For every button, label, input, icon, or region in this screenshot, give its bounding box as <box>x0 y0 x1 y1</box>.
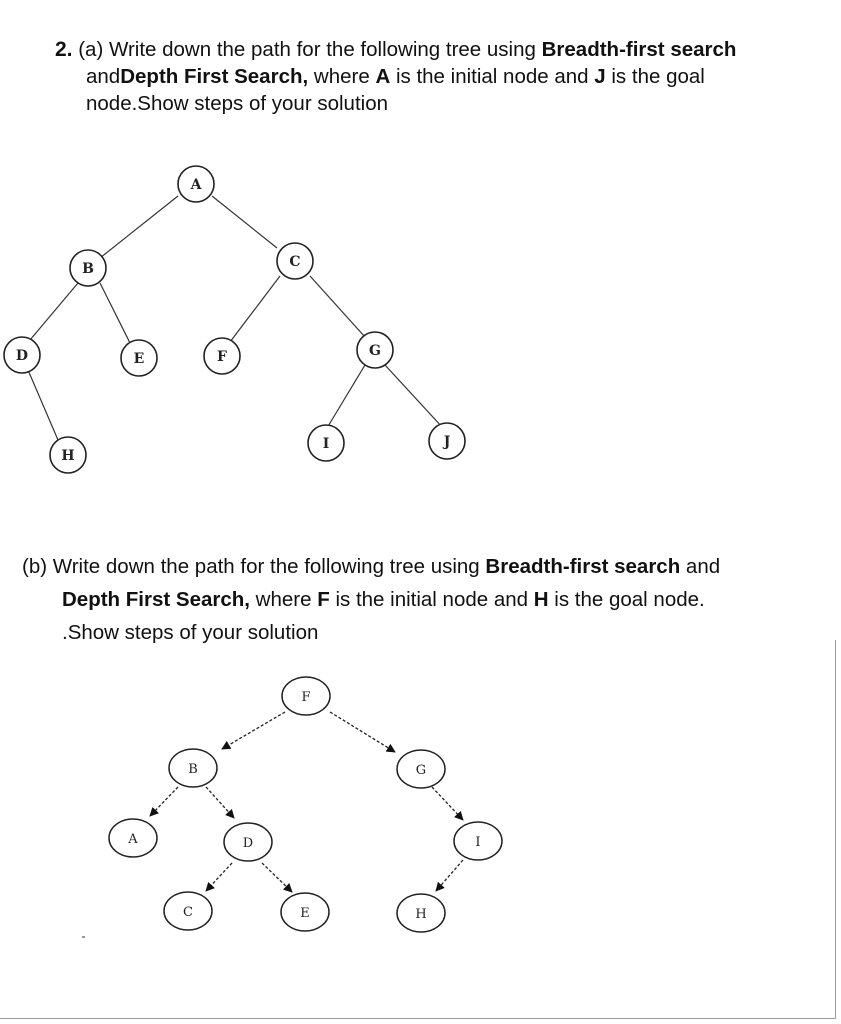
question-b-and: and <box>685 555 721 578</box>
tree-b-node-i-label: I <box>475 835 481 850</box>
tree-b-edge-b-a <box>150 787 178 816</box>
tree-a-node-a-label: A <box>190 177 202 193</box>
question-b-line-3: .Show steps of your solution <box>62 621 319 644</box>
tree-b-edge-g-i <box>432 787 463 820</box>
question-a-goal-node: J <box>594 65 606 88</box>
question-a-initial-node: A <box>375 65 391 88</box>
scan-speck <box>82 936 85 938</box>
tree-b-edge-f-b <box>222 712 285 749</box>
question-b-intro: (b) Write down the path for the following tree using <box>22 555 480 578</box>
question-b-goal-node: H <box>533 588 549 611</box>
tree-b-node-c-label: C <box>183 905 193 920</box>
tree-b-node-a-label: A <box>128 832 138 847</box>
tree-b-node-e-label: E <box>300 906 310 921</box>
page-border-bottom <box>0 1018 836 1019</box>
page-border-right <box>835 640 836 1018</box>
tree-b-edge-i-h <box>436 860 463 891</box>
tree-a-node-j-label: J <box>443 434 451 450</box>
question-b-initial-node: F <box>317 588 330 611</box>
tree-b-node-g-label: G <box>415 763 427 778</box>
tree-a-node-i-label: I <box>322 436 330 452</box>
tree-b-node-f-label: F <box>301 690 311 705</box>
tree-a-node-g-label: G <box>369 343 381 359</box>
tree-b-edge-d-c <box>206 863 232 891</box>
tree-b-edge-b-d <box>206 787 234 818</box>
question-a-intro: (a) Write down the path for the following tree using <box>78 38 536 61</box>
question-a-line-3: node.Show steps of your solution <box>86 92 388 115</box>
question-a-bfs: Breadth-first search <box>541 38 737 61</box>
tree-b-node-d-label: D <box>242 836 254 851</box>
question-a-where: where <box>313 65 370 88</box>
tree-a-node-d-label: D <box>15 348 29 364</box>
question-number: 2. <box>55 38 73 61</box>
tree-a-node-c-label: C <box>289 254 301 270</box>
tree-b-edge-f-g <box>330 712 395 752</box>
question-b-bfs: Breadth-first search <box>485 555 681 578</box>
question-a-and: and <box>86 65 121 88</box>
tree-b-node-b-label: B <box>188 762 198 777</box>
tree-a-node-f-label: F <box>217 349 227 365</box>
tree-b-node-h-label: H <box>415 907 427 922</box>
question-a-initial-text: is the initial node and <box>395 65 589 88</box>
tree-a-node-e-label: E <box>133 351 145 367</box>
question-b-where: where <box>255 588 312 611</box>
tree-b-edge-d-e <box>262 863 292 892</box>
question-b-dfs: Depth First Search, <box>62 588 250 611</box>
tree-a-node-h-label: H <box>61 448 75 464</box>
question-a-goal-text: is the goal <box>611 65 705 88</box>
question-a-dfs: Depth First Search, <box>120 65 309 88</box>
tree-a-node-b-label: B <box>82 261 94 277</box>
question-b-goal-text: is the goal node. <box>554 588 705 611</box>
question-b-initial-text: is the initial node and <box>335 588 529 611</box>
